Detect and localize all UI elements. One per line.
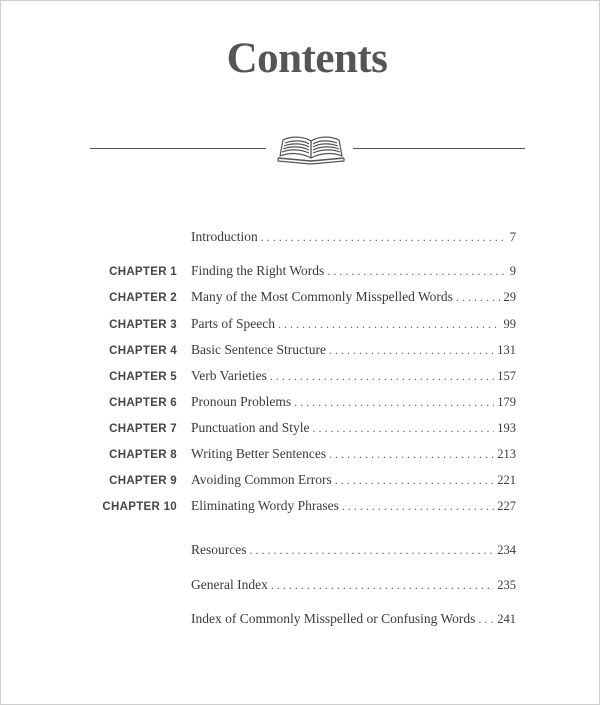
leader-dots (294, 395, 494, 410)
toc-entry-title: Avoiding Common Errors (191, 472, 332, 487)
toc-entry-title: Introduction (191, 229, 258, 244)
chapter-label: CHAPTER 1 (109, 266, 177, 278)
leader-dots (478, 612, 494, 627)
chapter-label: CHAPTER 2 (109, 292, 177, 304)
leader-dots (329, 343, 494, 358)
toc-page-number: 234 (497, 543, 516, 557)
chapter-label: CHAPTER 9 (109, 475, 177, 487)
toc-entry-title: Writing Better Sentences (191, 446, 327, 461)
toc-entry-title: Basic Sentence Structure (191, 342, 326, 357)
toc-page-number: 241 (497, 612, 516, 626)
toc-row-chapter-9[interactable] (0, 472, 600, 492)
toc-entry-title: Finding the Right Words (191, 263, 325, 278)
toc-page-number: 131 (497, 343, 516, 357)
toc-page-number: 213 (497, 447, 516, 461)
toc-row-chapter-8[interactable] (0, 446, 600, 466)
leader-dots (271, 578, 494, 593)
toc-page-number: 235 (497, 578, 516, 592)
toc-entry-title: Punctuation and Style (191, 420, 310, 435)
toc-page-number: 227 (497, 499, 516, 513)
toc-entry-title: Many of the Most Commonly Misspelled Words (191, 289, 453, 304)
toc-row-chapter-6[interactable] (0, 394, 600, 414)
toc-row-general-index[interactable] (0, 577, 600, 597)
leader-dots (329, 447, 494, 462)
toc-page-number: 157 (497, 369, 516, 383)
chapter-label: CHAPTER 5 (109, 371, 177, 383)
toc-entry-title: Resources (191, 542, 247, 557)
toc-entry-title: Eliminating Wordy Phrases (191, 498, 339, 513)
open-book-icon (276, 132, 346, 166)
toc-entry-title: Index of Commonly Misspelled or Confusing Words (191, 611, 476, 626)
toc-row-chapter-2[interactable] (0, 289, 600, 309)
leader-dots (270, 369, 494, 384)
chapter-label: CHAPTER 7 (109, 423, 177, 435)
toc-page-number: 221 (497, 473, 516, 487)
toc-page-number: 7 (509, 230, 516, 244)
leader-dots (335, 473, 495, 488)
toc-page-number: 99 (503, 317, 516, 331)
toc-row-chapter-5[interactable] (0, 368, 600, 388)
toc-row-resources[interactable] (0, 542, 600, 562)
toc-row-chapter-3[interactable] (0, 316, 600, 336)
toc-row-index-misspelled[interactable] (0, 611, 600, 631)
leader-dots (278, 317, 501, 332)
chapter-label: CHAPTER 8 (109, 449, 177, 461)
divider-left (90, 148, 266, 149)
toc-entry-title: Pronoun Problems (191, 394, 292, 409)
divider-right (353, 148, 525, 149)
leader-dots (327, 264, 506, 279)
toc-row-introduction[interactable] (0, 229, 600, 249)
toc-page-number: 29 (503, 290, 516, 304)
leader-dots (342, 499, 494, 514)
leader-dots (261, 230, 507, 245)
chapter-label: CHAPTER 3 (109, 319, 177, 331)
toc-page-number: 9 (509, 264, 516, 278)
toc-page-number: 179 (497, 395, 516, 409)
chapter-label: CHAPTER 10 (102, 501, 177, 513)
toc-entry-title: Parts of Speech (191, 316, 275, 331)
page-title: Contents (226, 35, 388, 82)
leader-dots (313, 421, 495, 436)
toc-page-number: 193 (497, 421, 516, 435)
leader-dots (249, 543, 494, 558)
toc-row-chapter-10[interactable] (0, 498, 600, 518)
toc-row-chapter-7[interactable] (0, 420, 600, 440)
toc-entry-title: Verb Varieties (191, 368, 267, 383)
toc-entry-title: General Index (191, 577, 268, 592)
chapter-label: CHAPTER 4 (109, 345, 177, 357)
toc-row-chapter-1[interactable] (0, 263, 600, 283)
toc-row-chapter-4[interactable] (0, 342, 600, 362)
chapter-label: CHAPTER 6 (109, 397, 177, 409)
leader-dots (456, 290, 501, 305)
